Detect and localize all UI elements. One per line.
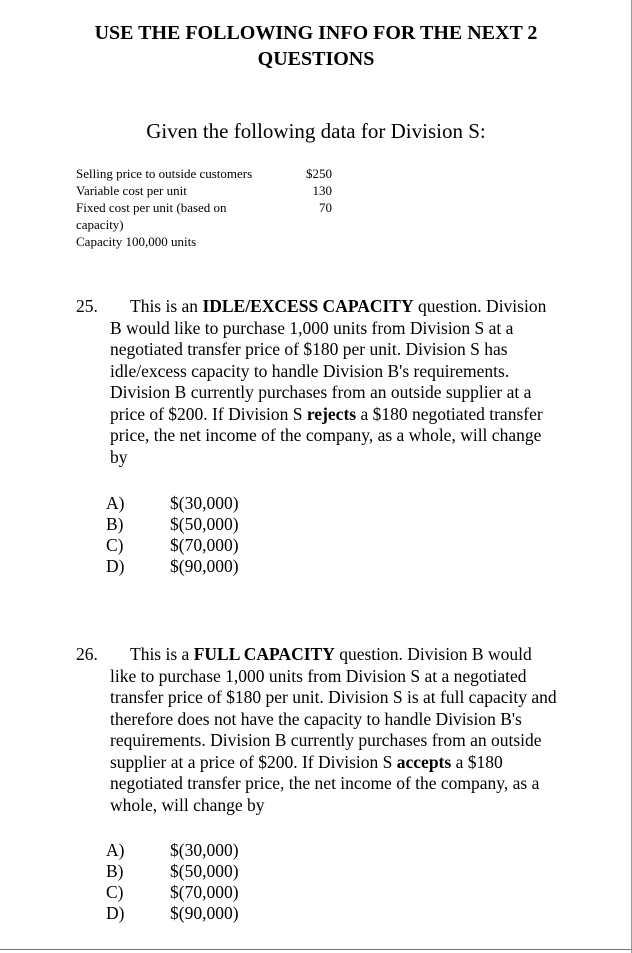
data-label: Variable cost per unit bbox=[76, 183, 187, 198]
option-value: $(50,000) bbox=[170, 861, 239, 881]
option-letter: D) bbox=[106, 556, 125, 576]
question-text-emphasis: rejects bbox=[306, 403, 357, 424]
option-value: $(70,000) bbox=[170, 535, 239, 555]
question-text-part: a $180 negotiated transfer price, the net income of the company, as a whole, will change by bbox=[110, 751, 540, 815]
question-text bbox=[110, 644, 558, 816]
option-value: $(30,000) bbox=[170, 840, 239, 860]
data-label: Capacity 100,000 units bbox=[76, 234, 197, 249]
division-data-table bbox=[76, 165, 340, 250]
answer-option[interactable] bbox=[106, 556, 239, 577]
data-row bbox=[76, 165, 340, 182]
data-value: 70 bbox=[319, 200, 332, 215]
answer-option[interactable] bbox=[106, 903, 239, 924]
data-value: 130 bbox=[312, 183, 332, 198]
option-letter: C) bbox=[106, 535, 124, 555]
question-text bbox=[110, 296, 558, 468]
question-text-part: This is an bbox=[130, 296, 203, 316]
question-text-part: a $180 negotiated transfer price, the net income of the company, as a whole, will change by bbox=[110, 403, 543, 467]
answer-option[interactable] bbox=[106, 493, 239, 514]
question-text-emphasis: accepts bbox=[396, 751, 452, 772]
question-text-emphasis: IDLE/EXCESS CAPACITY bbox=[202, 296, 414, 316]
option-value: $(30,000) bbox=[170, 493, 239, 513]
answer-option[interactable] bbox=[106, 882, 239, 903]
question-number: 25. bbox=[76, 296, 98, 316]
section-subtitle: Given the following data for Division S: bbox=[146, 119, 486, 143]
option-letter: C) bbox=[106, 882, 124, 902]
answer-option[interactable] bbox=[106, 840, 239, 861]
answer-option[interactable] bbox=[106, 535, 239, 556]
option-letter: A) bbox=[106, 493, 125, 513]
answer-option[interactable] bbox=[106, 861, 239, 882]
option-letter: B) bbox=[106, 861, 124, 881]
answer-option[interactable] bbox=[106, 514, 239, 535]
data-label: Selling price to outside customers bbox=[76, 166, 253, 181]
question-text-emphasis: FULL CAPACITY bbox=[193, 644, 335, 664]
data-value: $250 bbox=[306, 166, 332, 181]
page-heading bbox=[40, 20, 592, 72]
question-26-options bbox=[106, 840, 239, 924]
question-number: 26. bbox=[76, 644, 98, 664]
heading-line-2: QUESTIONS bbox=[257, 48, 375, 70]
question-text-part: question. Division B would like to purchase 1,000 units from Division S at a negotiated transfer price of $180 per unit. Division S is at full capacity and therefore does not have the capacity to handle Division B's requirements. Division B currently purchases from an outside supplier at a price of $200. If Division S bbox=[110, 644, 557, 772]
data-label: capacity) bbox=[76, 217, 124, 232]
option-letter: B) bbox=[106, 514, 124, 534]
data-row bbox=[76, 199, 340, 216]
heading-line-1: USE THE FOLLOWING INFO FOR THE NEXT 2 bbox=[94, 22, 538, 44]
option-value: $(50,000) bbox=[170, 514, 239, 534]
question-text-part: This is a bbox=[130, 644, 194, 664]
data-row bbox=[76, 233, 340, 250]
data-row bbox=[76, 216, 340, 233]
option-value: $(70,000) bbox=[170, 882, 239, 902]
data-label: Fixed cost per unit (based on bbox=[76, 200, 227, 215]
option-letter: A) bbox=[106, 840, 125, 860]
question-25-options bbox=[106, 493, 239, 577]
data-row bbox=[76, 182, 340, 199]
bottom-divider bbox=[0, 949, 632, 950]
option-letter: D) bbox=[106, 903, 125, 923]
option-value: $(90,000) bbox=[170, 556, 239, 576]
option-value: $(90,000) bbox=[170, 903, 239, 923]
question-text-part: question. Division B would like to purchase 1,000 units from Division S at a negotiated transfer price of $180 per unit. Division S has idle/excess capacity to handle Division B's requirements. Division B currently purchases from an outside supplier at a price of $200. If Division S bbox=[110, 296, 547, 424]
